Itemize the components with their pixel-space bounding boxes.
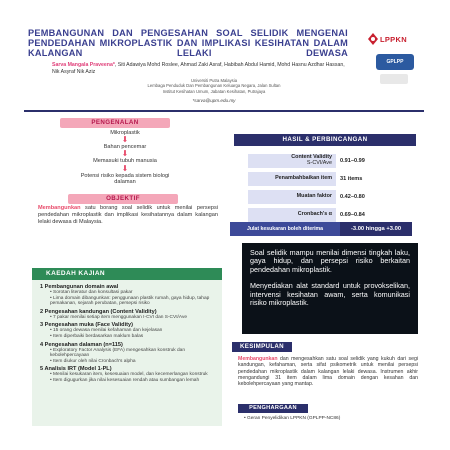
- result-label: Content Validity S-CVI/Ave: [248, 154, 336, 168]
- method-step-title: 5 Analisis IRT (Model 1-PL): [40, 366, 112, 373]
- poster-title: PEMBANGUNAN DAN PENGESAHAN SOAL SELIDIK MENGENAI PENDEDAHAN MIKROPLASTIK DAN IMPLIKASI KESIHATAN DALAM KALANGAN LELAKI DEWASA: [28, 28, 348, 58]
- down-arrow-icon: ⬇: [121, 149, 129, 159]
- affiliation-1: Universiti Putra Malaysia: [190, 78, 238, 83]
- affiliation-2: Lembaga Penduduk Dan Pembangunan Keluarga Negara, Jalan Sultan: [147, 83, 281, 89]
- affiliations: [84, 78, 344, 94]
- method-step-title: 3 Pengesahan muka (Face Validity): [40, 322, 133, 329]
- findings-summary-box: [242, 243, 418, 334]
- method-step-point: • Item diperbaiki berdasarkan maklum balas: [50, 333, 144, 339]
- result-row: [248, 172, 390, 186]
- method-step-point: • Item digugurkan jika nilai kesesuaian rendah atau sumbangan lemah: [50, 377, 200, 383]
- kesimpulan-heading: KESIMPULAN: [232, 342, 292, 352]
- method-step: [40, 342, 216, 365]
- header-divider: [24, 110, 424, 112]
- result-row: [248, 208, 390, 222]
- method-step-point: • Item diukur oleh nilai Cronbach's alpha: [50, 358, 136, 364]
- co-authors: , Siti Adawiya Mohd Roslee, Ahmad Zaki Asraf, Habibah Abdul Hamid, Mohd Hasnu Azdhar Hassan, Nik Asyraf Nik Aziz: [52, 62, 345, 75]
- method-step-point: • 15 orang dewasa menilai kefahaman dan kejelasan: [50, 328, 163, 334]
- kaedah-panel: [32, 268, 222, 426]
- difficulty-range-row: [230, 222, 420, 236]
- hasil-heading: HASIL & PERBINCANGAN: [234, 134, 416, 146]
- method-step-title: 2 Pengesahan kandungan (Content Validity): [40, 308, 157, 315]
- method-step: [40, 309, 216, 321]
- poster: [24, 24, 424, 426]
- kaedah-steps: [40, 282, 216, 384]
- difficulty-range-label: Julat kesukaran boleh diterima: [230, 222, 340, 236]
- method-step-title: 4 Pengesahan dalaman (n=115): [40, 341, 123, 348]
- result-row: [248, 190, 390, 204]
- flow-step-1: Mikroplastik: [110, 130, 140, 136]
- kaedah-heading: KAEDAH KAJIAN: [32, 268, 222, 280]
- result-value: 0.42–0.80: [336, 190, 390, 204]
- difficulty-range-value: -3.00 hingga +3.00: [340, 222, 412, 236]
- gplpp-logo: GPLPP: [376, 54, 414, 70]
- flow-step-2: Bahan pencemar: [103, 144, 147, 151]
- flow-step-3: Memasuki tubuh manusia: [93, 158, 157, 165]
- lppkn-logo-text: LPPKN: [380, 34, 407, 44]
- contact-email: *sarva@upm.edu.my: [192, 98, 236, 103]
- affiliation-3: Institut Kesihatan Umum, Jabatan Kesihatan, Putrajaya: [162, 88, 266, 94]
- method-step: [40, 322, 216, 339]
- penghargaan-heading: PENGHARGAAN: [238, 404, 308, 413]
- objektif-highlight: Membangunkan: [38, 205, 81, 211]
- objektif-heading: OBJEKTIF: [68, 194, 178, 204]
- kesimpulan-text: [238, 356, 418, 387]
- objektif-text: [38, 205, 218, 226]
- lppkn-logo: [368, 32, 418, 46]
- method-step-point: • Lima domain dibangunkan: penggunaan plastik rumah, gaya hidup, tahap pemakanan, sejarah perubatan, persepsi risiko: [50, 295, 210, 307]
- result-value: 0.69–0.84: [336, 208, 390, 222]
- kesimpulan-body: dan mengesahkan satu soal selidik yang kukuh dari segi kandungan, kefahaman, serta sifat psikometrik untuk menilai persepsi pendedahan mikroplastik dalam kalangan lelaki dewasa. Instrumen akhir mengandungi 31 item dalam lima domain dengan kesahan dan kebolehpercayaan yang mantap.: [238, 356, 418, 388]
- penghargaan-text: • Geran Penyelidikan LPPKN (GPLPP-NC86): [244, 416, 341, 421]
- result-row: [248, 154, 390, 168]
- result-label: Cronbach's α: [248, 208, 336, 222]
- presenter-name: Sarva Mangala Praveena*: [52, 62, 115, 68]
- method-step: [40, 366, 216, 383]
- method-step-point: • Menilai kesukaran item, kesesuaian model, dan kecemerlangan konstruk: [50, 372, 208, 378]
- objektif-body: satu borang soal selidik untuk menilai persepsi pendedahan mikroplastik dan implikasi kesihatannya dalam kalangan lelaki dewasa di Malaysia.: [38, 205, 218, 225]
- poster-header: [24, 24, 424, 124]
- result-value: 0.91–0.99: [336, 154, 390, 168]
- findings-summary-2: Menyediakan alat standard untuk provokselikan, intervensi kesihatan awam, serta komunikasi risiko mikroplastik.: [250, 281, 410, 308]
- result-label: Muatan faktor: [248, 190, 336, 204]
- method-step-point: • Exploratory Factor Analysis (EFA) mengesahkan konstruk dan kebolehpercayaan: [50, 347, 185, 359]
- method-step-title: 1 Pembangunan domain awal: [40, 284, 119, 290]
- result-value: 31 items: [336, 172, 390, 186]
- lppkn-emblem-icon: [368, 33, 378, 45]
- kesimpulan-highlight: Membangunkan: [238, 356, 278, 362]
- method-step-point: • Sorotan literatur dan konsultasi pakar: [50, 290, 133, 295]
- flow-step-4: Potensi risiko kepada sistem biologi dalaman: [80, 172, 170, 185]
- down-arrow-icon: ⬇: [121, 163, 129, 173]
- intro-flow: [70, 130, 180, 185]
- author-list: [52, 62, 352, 75]
- down-arrow-icon: ⬇: [121, 135, 129, 145]
- findings-summary-1: Soal selidik mampu menilai dimensi tingkah laku, gaya hidup, dan persepsi risiko berkaitan pendedahan mikroplastik.: [250, 248, 410, 274]
- pengenalan-heading: PENGENALAN: [60, 118, 170, 128]
- method-step-point: • 7 pakar menilai setiap item menggunakan I-CVI dan S-CVI/Ave: [50, 314, 188, 320]
- university-logo: [380, 74, 408, 84]
- result-label: Penambahbaikan item: [248, 172, 336, 186]
- method-step: [40, 284, 216, 307]
